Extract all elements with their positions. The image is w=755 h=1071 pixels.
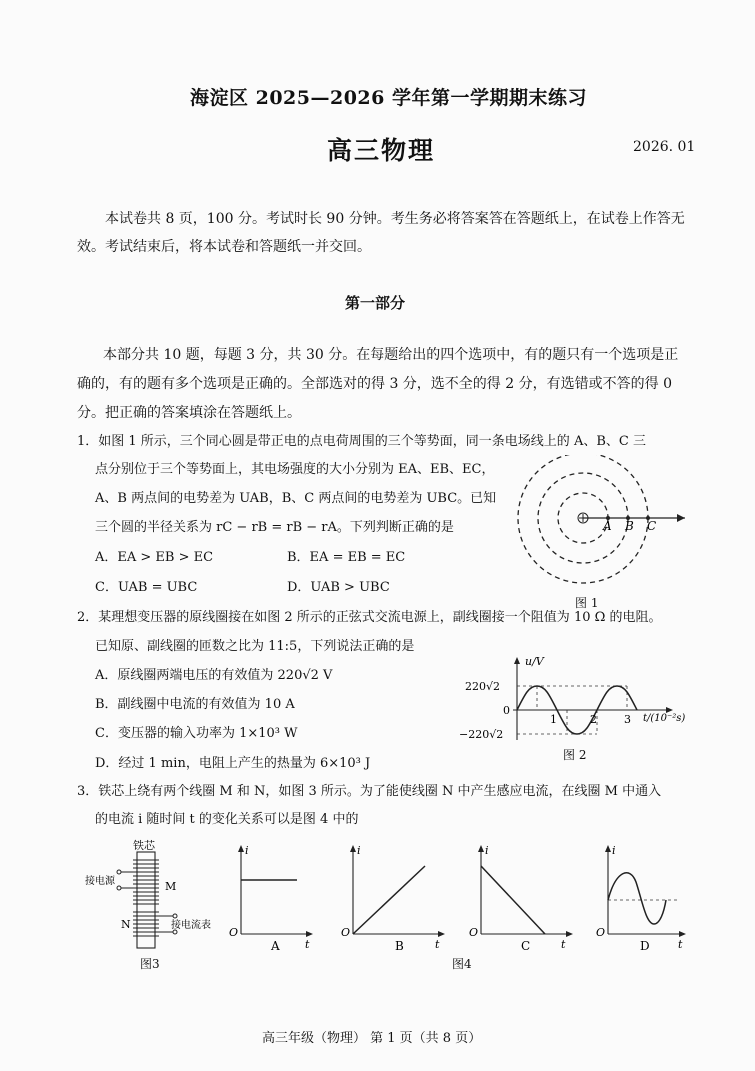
q2-option-c: C．变压器的输入功率为 1×10³ W <box>95 726 298 741</box>
q1-line-3: A、B 两点间的电势差为 UAB，B、C 两点间的电势差为 UBC。已知 <box>95 491 497 506</box>
graph-a-label: A <box>271 939 280 953</box>
graph-2-xtick-1: 1 <box>550 713 557 726</box>
graph-2-ytick-zero: 0 <box>503 704 510 717</box>
point-c-label: C <box>647 519 657 533</box>
q2-option-d: D．经过 1 min，电阻上产生的热量为 6×10³ J <box>95 756 371 771</box>
q2-line-2: 已知原、副线圈的匝数之比为 11:5，下列说法正确的是 <box>95 639 415 654</box>
figure-2-voltage-graph <box>455 655 695 747</box>
q3-line-1: 3．铁芯上绕有两个线圈 M 和 N，如图 3 所示。为了能使线圈 N 中产生感应电流，在线圈 M 中通入 <box>77 784 662 799</box>
svg-text:i: i <box>245 844 249 857</box>
graph-2-ytick-bottom: −220√2 <box>459 728 504 741</box>
q3-line-2: 的电流 i 随时间 t 的变化关系可以是图 4 中的 <box>95 812 359 827</box>
svg-text:i: i <box>357 844 361 857</box>
graph-c-label: C <box>521 939 531 953</box>
q1-option-a: A．EA > EB > EC <box>95 550 214 565</box>
svg-text:O: O <box>229 926 239 939</box>
q1-line-1: 1．如图 1 所示，三个同心圆是带正电的点电荷周围的三个等势面，同一条电场线上的 A、B、C 三 <box>77 434 646 449</box>
q1-option-b: B．EA = EB = EC <box>287 550 406 565</box>
q2-line-1: 2．某理想变压器的原线圈接在如图 2 所示的正弦式交流电源上，副线圈接一个阻值为 10 Ω 的电阻。 <box>77 610 662 625</box>
q1-option-d: D．UAB > UBC <box>287 580 390 595</box>
coil-n-label: N <box>121 918 131 931</box>
page-footer: 高三年级（物理） 第 1 页（共 8 页） <box>262 1031 482 1046</box>
meter-label: 接电流表 <box>171 920 211 931</box>
part-heading: 第一部分 <box>345 294 406 312</box>
graph-2-ytick-top: 220√2 <box>465 680 501 693</box>
coil-m-label: M <box>165 880 177 893</box>
point-b-label: B <box>625 519 634 533</box>
q1-line-2: 点分别位于三个等势面上，其电场强度的大小分别为 EA、EB、EC， <box>95 462 495 477</box>
figure-1-equipotential-circles <box>505 455 695 595</box>
power-label: 接电源 <box>85 876 115 887</box>
figure-2-caption: 图 2 <box>563 748 587 762</box>
svg-text:i: i <box>612 844 616 857</box>
svg-text:t: t <box>561 938 566 951</box>
figure-3-caption: 图3 <box>140 957 160 971</box>
subject-title: 高三物理 <box>327 136 436 165</box>
svg-text:O: O <box>469 926 479 939</box>
graph-d-label: D <box>640 939 650 953</box>
graph-2-xtick-3: 3 <box>624 713 631 726</box>
figure-4-caption: 图4 <box>452 957 472 971</box>
part-instructions-2: 确的，有的题有多个选项是正确的。全部选对的得 3 分，选不全的得 2 分，有选错或不答的得 0 <box>77 376 672 392</box>
part-instructions-3: 分。把正确的答案填涂在答题纸上。 <box>77 405 301 421</box>
exam-date: 2026. 01 <box>633 139 696 155</box>
svg-text:t: t <box>678 938 683 951</box>
svg-text:t: t <box>435 938 440 951</box>
point-a-label: A <box>603 519 612 533</box>
graph-2-x-label: t/(10⁻²s) <box>643 713 686 724</box>
part-instructions-1: 本部分共 10 题，每题 3 分，共 30 分。在每题给出的四个选项中，有的题只有一个选项是正 <box>103 347 679 363</box>
svg-text:i: i <box>485 844 489 857</box>
svg-text:O: O <box>596 926 606 939</box>
graph-2-xtick-2: 2 <box>590 713 597 726</box>
core-label: 铁芯 <box>133 839 155 852</box>
exam-title: 海淀区 2025—2026 学年第一学期期末练习 <box>190 87 587 109</box>
figure-4-graph-a <box>225 842 315 957</box>
figure-3-coil-diagram <box>85 838 235 953</box>
figure-4-graph-c <box>465 842 575 957</box>
intro-line-2: 效。考试结束后，将本试卷和答题纸一并交回。 <box>77 239 371 255</box>
figure-4-graph-d <box>592 842 692 957</box>
q2-option-a: A．原线圈两端电压的有效值为 220√2 V <box>95 668 333 683</box>
q1-line-4: 三个圆的半径关系为 rC − rB = rB − rA。下列判断正确的是 <box>95 520 454 535</box>
figure-1-caption: 图 1 <box>575 596 599 610</box>
graph-b-label: B <box>395 939 404 953</box>
q2-option-b: B．副线圈中电流的有效值为 10 A <box>95 697 295 712</box>
figure-4-graph-b <box>337 842 447 957</box>
svg-text:t: t <box>305 938 310 951</box>
graph-2-y-label: u/V <box>525 655 544 668</box>
intro-line-1: 本试卷共 8 页，100 分。考试时长 90 分钟。考生务必将答案答在答题纸上，在试卷上作答无 <box>105 211 685 227</box>
q1-option-c: C．UAB = UBC <box>95 580 198 595</box>
svg-text:O: O <box>341 926 351 939</box>
